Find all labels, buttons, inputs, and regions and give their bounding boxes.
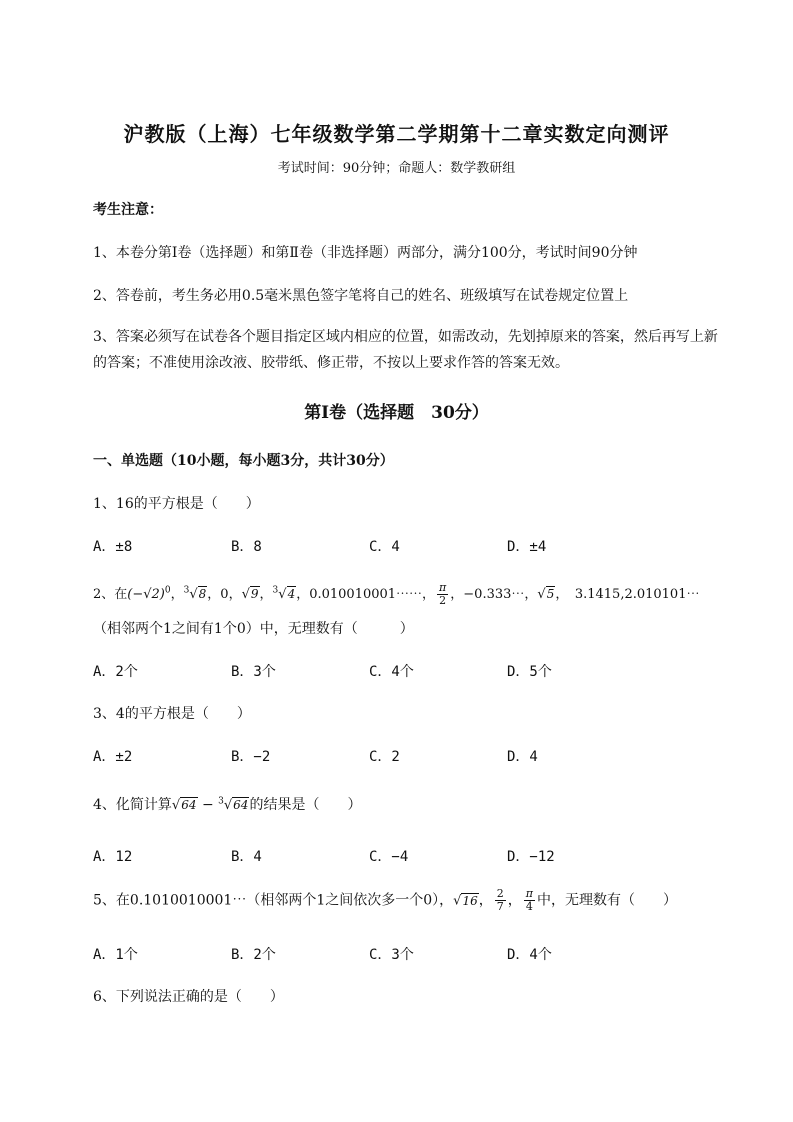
question-2-line2: （相邻两个1之间有1个0）中，无理数有（ ） — [93, 621, 414, 637]
q1-option-c: C．4 — [369, 539, 400, 555]
section-title: 第Ⅰ卷（选择题 30分） — [304, 403, 489, 423]
question-2-stem: 2、在$(-√2)^0$，$^3$√8，0，√9，$^3$√4，0.010010001⋯⋯， $\frac{\pi}{2}$ ，−0.333⋯，√5， 3.1415,2.010101⋯ — [93, 581, 700, 607]
q1-option-a: A．±8 — [93, 539, 133, 555]
question-4-stem: 4、化简计算√64 − $^3$√64的结果是（ ） — [93, 796, 362, 813]
q1-option-d: D．±4 — [507, 539, 547, 555]
notice-item-1: 1、本卷分第Ⅰ卷（选择题）和第Ⅱ卷（非选择题）两部分，满分100分，考试时间90分钟 — [93, 245, 638, 261]
q4-sqrt-64: 64 — [181, 798, 197, 812]
exam-title: 沪教版（上海）七年级数学第二学期第十二章实数定向测评 — [123, 122, 670, 146]
notice-heading: 考生注意： — [93, 202, 163, 218]
q3-option-b: B．−2 — [231, 749, 271, 765]
q3-option-d: D．4 — [507, 749, 538, 765]
q2-sqrt-9: 9 — [250, 587, 259, 601]
question-5-stem: 5、在0.1010010001⋯（相邻两个1之间依次多一个0），√16， $\frac{2}{7}$ ， $\frac{\pi}{4}$ 中，无理数有（ ） — [93, 887, 677, 913]
q2-option-b: B．3个 — [231, 664, 276, 680]
q4-cbrt-64: 64 — [233, 798, 249, 812]
q2-expr-neg-sqrt2: (−√2) — [127, 587, 165, 602]
q4-minus: − — [201, 797, 214, 813]
q3-option-a: A．±2 — [93, 749, 133, 765]
q4-option-c: C．−4 — [369, 849, 409, 865]
q5-prefix: 5、在0.1010010001⋯（相邻两个1之间依次多一个0）， — [93, 892, 454, 909]
q2-cbrt-4: 4 — [287, 587, 296, 601]
q2-tail: ， 3.1415,2.010101⋯ — [555, 587, 700, 602]
q4-option-d: D．−12 — [507, 849, 555, 865]
q4-option-b: B．4 — [231, 849, 262, 865]
q2-decimal: ，0.010010001⋯⋯， — [296, 587, 436, 602]
q2-option-d: D．5个 — [507, 664, 552, 680]
question-1-stem: 1、16的平方根是（ ） — [93, 496, 260, 512]
q2-option-a: A．2个 — [93, 664, 138, 680]
q4-suffix: 的结果是（ ） — [249, 797, 362, 813]
q2-option-c: C．4个 — [369, 664, 414, 680]
q3-option-c: C．2 — [369, 749, 400, 765]
q4-option-a: A．12 — [93, 849, 133, 865]
q5-option-b: B．2个 — [231, 947, 276, 963]
question-6-stem: 6、下列说法正确的是（ ） — [93, 989, 284, 1005]
q5-sqrt-16: 16 — [462, 893, 478, 908]
exam-subtitle: 考试时间：90分钟；命题人：数学教研组 — [277, 161, 516, 176]
notice-item-2: 2、答卷前，考生务必用0.5毫米黑色签字笔将自己的姓名、班级填写在试卷规定位置上 — [93, 288, 629, 304]
q2-sqrt-5: 5 — [546, 587, 555, 601]
q5-suffix: 中，无理数有（ ） — [536, 892, 677, 909]
q4-prefix: 4、化简计算 — [93, 797, 172, 813]
q2-sep1: ， — [170, 587, 184, 602]
q5-option-a: A．1个 — [93, 947, 138, 963]
notice-item-3-cont: 的答案；不准使用涂改液、胶带纸、修正带，不按以上要求作答的答案无效。 — [93, 355, 569, 371]
q5-pi-over-4: $\frac{\pi}{4}$ — [525, 887, 533, 913]
notice-item-3: 3、答案必须写在试卷各个题目指定区域内相应的位置，如需改动，先划掉原来的答案，然后再写上新 — [93, 329, 718, 345]
q5-two-sevenths: $\frac{2}{7}$ — [496, 887, 504, 913]
q2-sep2: ， — [259, 587, 273, 602]
q2-cbrt-8: 8 — [198, 587, 207, 601]
q2-zero: ，0， — [207, 587, 242, 602]
q5-option-c: C．3个 — [369, 947, 414, 963]
q5-option-d: D．4个 — [507, 947, 552, 963]
q2-pi-over-2: $\frac{\pi}{2}$ — [439, 581, 447, 607]
q5-sep2: ， — [507, 892, 522, 909]
q2-prefix: 2、在 — [93, 587, 128, 602]
question-3-stem: 3、4的平方根是（ ） — [93, 706, 251, 722]
part-heading: 一、单选题（10小题，每小题3分，共计30分） — [93, 453, 394, 469]
q1-option-b: B．8 — [231, 539, 262, 555]
q2-negative: ，−0.333⋯， — [450, 587, 538, 602]
q5-sep: ， — [478, 892, 493, 909]
q2-exponent: 0 — [164, 585, 171, 596]
